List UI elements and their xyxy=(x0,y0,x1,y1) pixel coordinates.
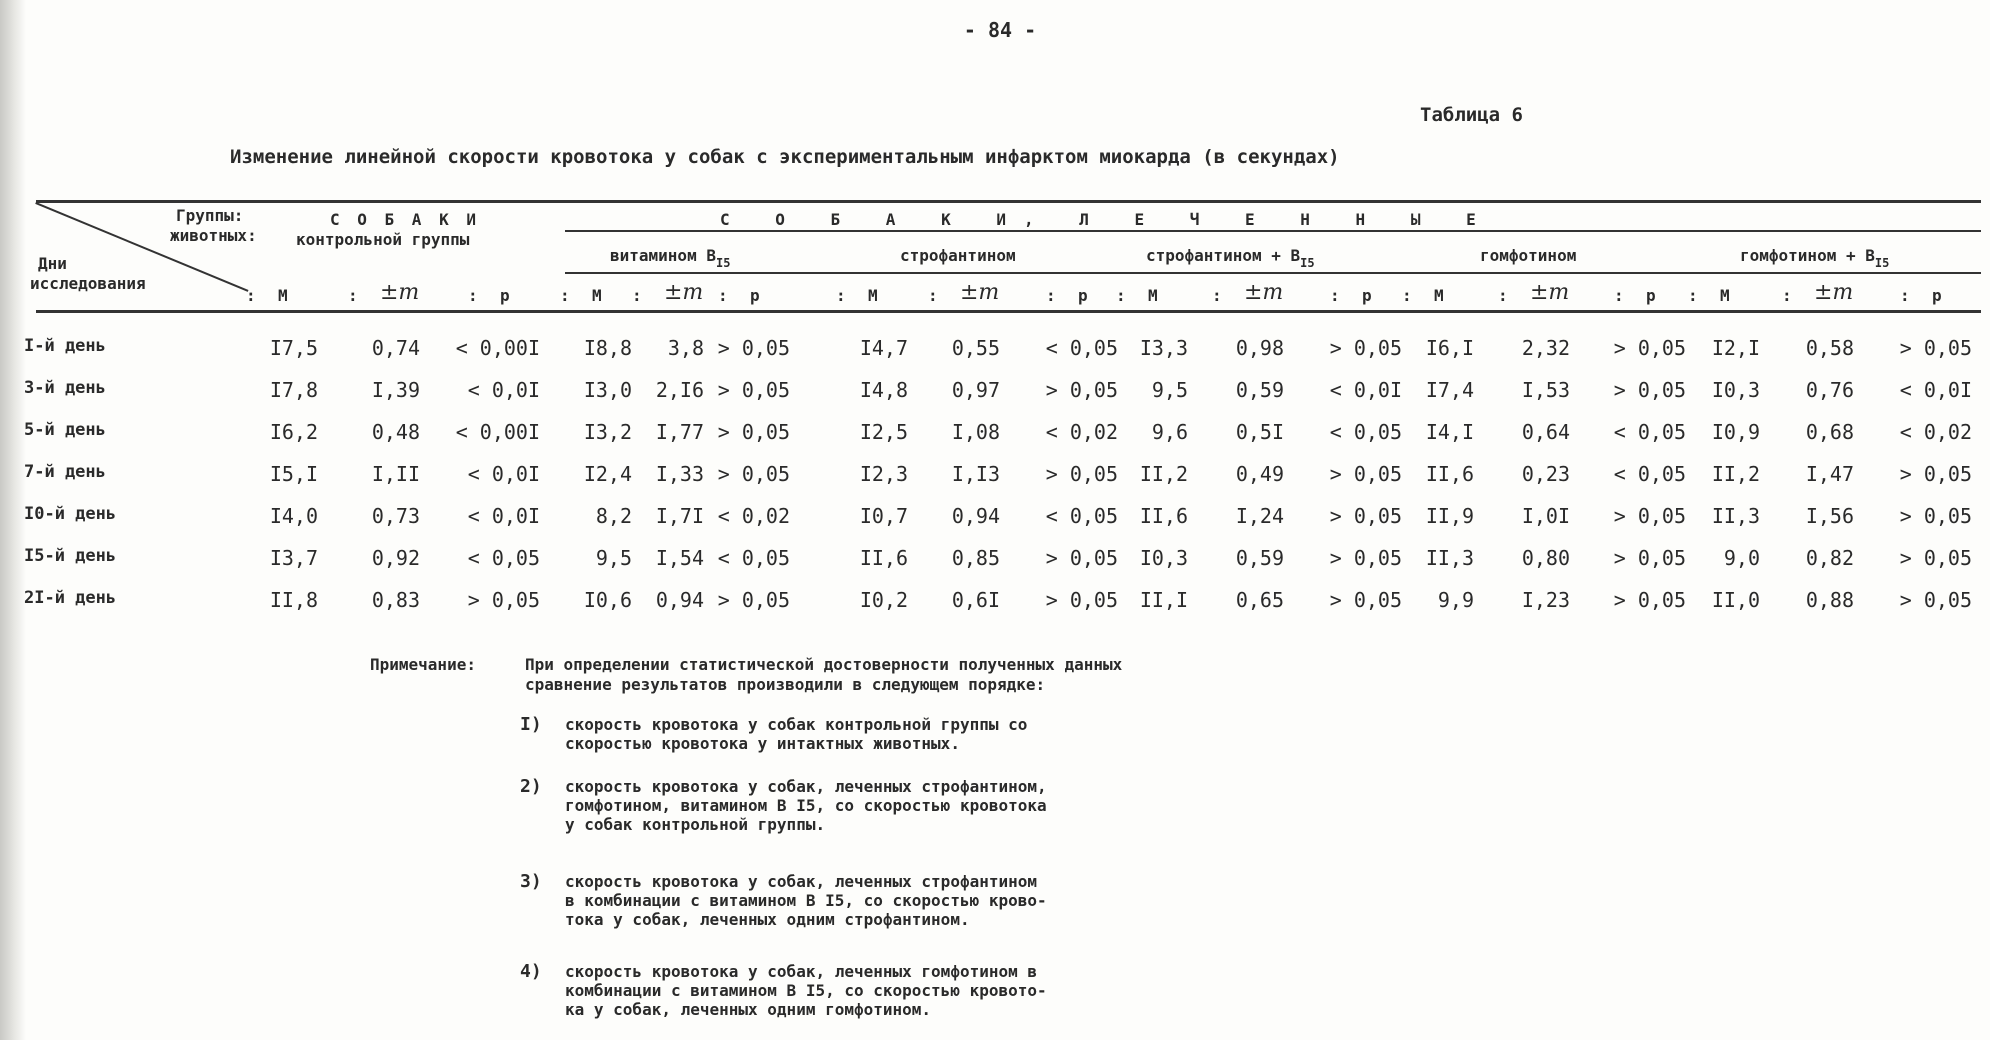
table-cell: 0,98 xyxy=(1235,336,1284,360)
table-cell: > 0,05 xyxy=(1613,336,1686,360)
column-header-pm: ±m xyxy=(664,280,704,305)
table-cell: < 0,05 xyxy=(1329,420,1402,444)
table-cell: II,2 xyxy=(1711,462,1760,486)
header-animals: животных: xyxy=(170,226,257,245)
table-cell: 9,5 xyxy=(1151,378,1188,402)
column-separator: : xyxy=(1900,286,1910,305)
table-cell: I4,I xyxy=(1425,420,1474,444)
table-cell: II,0 xyxy=(1711,588,1760,612)
table-cell: 0,73 xyxy=(371,504,420,528)
column-header-m: М xyxy=(1148,286,1158,305)
table-cell: II,8 xyxy=(269,588,318,612)
table-row xyxy=(0,414,1990,454)
table-cell: < 0,05 xyxy=(1613,462,1686,486)
note-item-text: скорость кровотока у собак контрольной группы со скоростью кровотока у интактных животных. xyxy=(565,715,1028,753)
note-text: При определении статистической достоверности полученных данных сравнение результатов производили в следующем порядке: xyxy=(525,655,1123,694)
table-cell: II,3 xyxy=(1711,504,1760,528)
table-cell: I0,2 xyxy=(859,588,908,612)
table-cell: I,II xyxy=(371,462,420,486)
header-treated-top: С О Б А К И, Л Е Ч Е Н Н Ы Е xyxy=(720,210,1494,229)
table-cell: < 0,0I xyxy=(467,462,540,486)
note-item-number: 3) xyxy=(520,871,542,892)
table-cell: 0,23 xyxy=(1521,462,1570,486)
table-cell: I,0I xyxy=(1521,504,1570,528)
column-header-p: р xyxy=(1078,286,1088,305)
table-cell: 0,59 xyxy=(1235,546,1284,570)
header-control-bottom: контрольной группы xyxy=(296,230,470,249)
table-cell: 0,94 xyxy=(951,504,1000,528)
column-header-pm: ±m xyxy=(1244,280,1284,305)
table-cell: 0,64 xyxy=(1521,420,1570,444)
table-cell: 3,8 xyxy=(667,336,704,360)
row-day-label: 5-й день xyxy=(24,420,106,440)
table-cell: 9,5 xyxy=(595,546,632,570)
table-cell: > 0,05 xyxy=(1329,588,1402,612)
page-number: - 84 - xyxy=(963,18,1037,42)
table-cell: I,24 xyxy=(1235,504,1284,528)
column-header-p: р xyxy=(1932,286,1942,305)
table-cell: I6,I xyxy=(1425,336,1474,360)
table-cell: I0,7 xyxy=(859,504,908,528)
column-header-m: М xyxy=(278,286,288,305)
table-cell: < 0,02 xyxy=(1899,420,1972,444)
table-cell: 0,88 xyxy=(1805,588,1854,612)
table-cell: < 0,05 xyxy=(1045,336,1118,360)
header-research: исследования xyxy=(30,274,146,293)
table-cell: I0,3 xyxy=(1139,546,1188,570)
table-cell: I3,0 xyxy=(583,378,632,402)
table-cell: I2,3 xyxy=(859,462,908,486)
table-row xyxy=(0,372,1990,412)
header-top-rule xyxy=(36,200,1981,203)
table-cell: I,7I xyxy=(655,504,704,528)
column-separator: : xyxy=(928,286,938,305)
table-cell: 0,6I xyxy=(951,588,1000,612)
table-cell: I2,4 xyxy=(583,462,632,486)
table-cell: < 0,0I xyxy=(467,504,540,528)
header-bottom-rule xyxy=(36,310,1981,313)
table-cell: II,2 xyxy=(1139,462,1188,486)
row-day-label: 3-й день xyxy=(24,378,106,398)
header-days: Дни xyxy=(38,254,67,273)
table-cell: I6,2 xyxy=(269,420,318,444)
column-header-m: М xyxy=(868,286,878,305)
column-separator: : xyxy=(1046,286,1056,305)
table-cell: II,I xyxy=(1139,588,1188,612)
table-cell: I,54 xyxy=(655,546,704,570)
column-separator: : xyxy=(246,286,256,305)
column-header-pm: ±m xyxy=(1530,280,1570,305)
table-cell: 0,68 xyxy=(1805,420,1854,444)
table-cell: < 0,05 xyxy=(467,546,540,570)
header-groups: Группы: xyxy=(176,206,244,225)
row-day-label: I-й день xyxy=(24,336,106,356)
subgroup-rule xyxy=(565,272,1981,274)
table-cell: I3,3 xyxy=(1139,336,1188,360)
table-cell: > 0,05 xyxy=(717,462,790,486)
table-cell: > 0,05 xyxy=(1613,546,1686,570)
column-separator: : xyxy=(1402,286,1412,305)
table-cell: I3,7 xyxy=(269,546,318,570)
table-cell: 0,76 xyxy=(1805,378,1854,402)
table-cell: > 0,05 xyxy=(717,378,790,402)
header-control-top: С О Б А К И xyxy=(330,210,480,229)
table-row xyxy=(0,582,1990,622)
table-cell: I,53 xyxy=(1521,378,1570,402)
table-cell: 0,5I xyxy=(1235,420,1284,444)
column-separator: : xyxy=(348,286,358,305)
table-cell: > 0,05 xyxy=(1045,378,1118,402)
table-cell: < 0,0I xyxy=(1329,378,1402,402)
table-cell: 9,9 xyxy=(1437,588,1474,612)
table-cell: I3,2 xyxy=(583,420,632,444)
table-cell: 2,32 xyxy=(1521,336,1570,360)
subgroup-vitamin: витамином $В_{I5}$ xyxy=(610,246,731,270)
table-row xyxy=(0,540,1990,580)
table-cell: 0,59 xyxy=(1235,378,1284,402)
subgroup-gomfotin: гомфотином xyxy=(1480,246,1577,265)
table-cell: > 0,05 xyxy=(1329,336,1402,360)
column-separator: : xyxy=(632,286,642,305)
table-cell: > 0,05 xyxy=(1899,462,1972,486)
note-item-text: скорость кровотока у собак, леченных строфантином, гомфотином, витамином В I5, со скоростью кровотока у собак контрольной группы. xyxy=(565,777,1047,834)
table-cell: 0,92 xyxy=(371,546,420,570)
subgroup-gomfotin-b15: гомфотином + $В_{I5}$ xyxy=(1740,246,1890,270)
table-cell: > 0,05 xyxy=(1613,588,1686,612)
table-cell: I,23 xyxy=(1521,588,1570,612)
table-cell: 9,6 xyxy=(1151,420,1188,444)
note-item-number: I) xyxy=(520,714,542,735)
table-cell: > 0,05 xyxy=(1899,504,1972,528)
table-cell: 9,0 xyxy=(1723,546,1760,570)
table-cell: 0,97 xyxy=(951,378,1000,402)
table-cell: 0,48 xyxy=(371,420,420,444)
table-cell: > 0,05 xyxy=(1045,546,1118,570)
table-row xyxy=(0,498,1990,538)
table-label: Таблица 6 xyxy=(1420,104,1523,126)
table-cell: > 0,05 xyxy=(1613,504,1686,528)
table-cell: I,56 xyxy=(1805,504,1854,528)
table-cell: I7,8 xyxy=(269,378,318,402)
table-cell: > 0,05 xyxy=(467,588,540,612)
table-cell: I8,8 xyxy=(583,336,632,360)
table-cell: > 0,05 xyxy=(1329,546,1402,570)
table-cell: 0,58 xyxy=(1805,336,1854,360)
note-item-number: 4) xyxy=(520,961,542,982)
table-cell: 0,83 xyxy=(371,588,420,612)
table-cell: > 0,05 xyxy=(717,588,790,612)
note-label: Примечание: xyxy=(370,655,476,674)
table-cell: II,3 xyxy=(1425,546,1474,570)
table-cell: < 0,05 xyxy=(1613,420,1686,444)
table-cell: I2,5 xyxy=(859,420,908,444)
column-header-p: р xyxy=(1646,286,1656,305)
table-cell: I0,6 xyxy=(583,588,632,612)
table-cell: I,33 xyxy=(655,462,704,486)
column-separator: : xyxy=(468,286,478,305)
table-cell: 0,82 xyxy=(1805,546,1854,570)
table-cell: > 0,05 xyxy=(1899,546,1972,570)
table-cell: I,08 xyxy=(951,420,1000,444)
subgroup-strophanthin: строфантином xyxy=(900,246,1016,265)
table-row xyxy=(0,330,1990,370)
table-cell: > 0,05 xyxy=(717,336,790,360)
column-separator: : xyxy=(1688,286,1698,305)
column-header-pm: ±m xyxy=(380,280,420,305)
column-separator: : xyxy=(1116,286,1126,305)
table-cell: > 0,05 xyxy=(1899,336,1972,360)
column-separator: : xyxy=(836,286,846,305)
table-cell: 0,55 xyxy=(951,336,1000,360)
column-header-m: М xyxy=(592,286,602,305)
column-header-m: М xyxy=(1434,286,1444,305)
table-cell: < 0,05 xyxy=(717,546,790,570)
table-cell: < 0,00I xyxy=(455,420,540,444)
table-cell: 0,94 xyxy=(655,588,704,612)
table-cell: I,77 xyxy=(655,420,704,444)
column-separator: : xyxy=(1498,286,1508,305)
table-cell: I,47 xyxy=(1805,462,1854,486)
table-cell: 0,80 xyxy=(1521,546,1570,570)
table-title: Изменение линейной скорости кровотока у собак с экспериментальным инфарктом миокарда (в секундах) xyxy=(230,146,1340,168)
column-separator: : xyxy=(1614,286,1624,305)
table-cell: I,39 xyxy=(371,378,420,402)
table-cell: 2,I6 xyxy=(655,378,704,402)
table-cell: > 0,05 xyxy=(1045,588,1118,612)
table-cell: I5,I xyxy=(269,462,318,486)
column-header-p: р xyxy=(500,286,510,305)
table-cell: II,9 xyxy=(1425,504,1474,528)
table-cell: > 0,05 xyxy=(1899,588,1972,612)
table-cell: 0,65 xyxy=(1235,588,1284,612)
column-header-p: р xyxy=(750,286,760,305)
table-cell: < 0,0I xyxy=(1899,378,1972,402)
column-header-pm: ±m xyxy=(1814,280,1854,305)
column-separator: : xyxy=(718,286,728,305)
table-cell: > 0,05 xyxy=(717,420,790,444)
column-header-m: М xyxy=(1720,286,1730,305)
column-separator: : xyxy=(1212,286,1222,305)
table-row xyxy=(0,456,1990,496)
column-separator: : xyxy=(1782,286,1792,305)
table-cell: I0,3 xyxy=(1711,378,1760,402)
table-cell: 0,85 xyxy=(951,546,1000,570)
table-cell: I7,5 xyxy=(269,336,318,360)
table-cell: > 0,05 xyxy=(1613,378,1686,402)
row-day-label: 7-й день xyxy=(24,462,106,482)
note-item-number: 2) xyxy=(520,776,542,797)
table-cell: < 0,00I xyxy=(455,336,540,360)
column-header-p: р xyxy=(1362,286,1372,305)
table-cell: II,6 xyxy=(1139,504,1188,528)
table-cell: 0,74 xyxy=(371,336,420,360)
column-separator: : xyxy=(1330,286,1340,305)
subgroup-strophanthin-b15: строфантином + $В_{I5}$ xyxy=(1146,246,1315,270)
table-cell: > 0,05 xyxy=(1045,462,1118,486)
table-cell: I7,4 xyxy=(1425,378,1474,402)
table-cell: I,I3 xyxy=(951,462,1000,486)
note-item-text: скорость кровотока у собак, леченных строфантином в комбинации с витамином В I5, со скоростью крово- тока у собак, леченных одним строфантином. xyxy=(565,872,1047,929)
table-cell: II,6 xyxy=(859,546,908,570)
table-cell: > 0,05 xyxy=(1329,462,1402,486)
row-day-label: I5-й день xyxy=(24,546,117,566)
row-day-label: I0-й день xyxy=(24,504,117,524)
table-cell: I0,9 xyxy=(1711,420,1760,444)
treated-group-rule xyxy=(565,230,1981,232)
table-cell: < 0,05 xyxy=(1045,504,1118,528)
column-header-pm: ±m xyxy=(960,280,1000,305)
column-separator: : xyxy=(560,286,570,305)
table-cell: I4,8 xyxy=(859,378,908,402)
table-cell: II,6 xyxy=(1425,462,1474,486)
table-cell: I4,7 xyxy=(859,336,908,360)
table-cell: I2,I xyxy=(1711,336,1760,360)
table-cell: < 0,02 xyxy=(1045,420,1118,444)
table-cell: 0,49 xyxy=(1235,462,1284,486)
table-cell: 8,2 xyxy=(595,504,632,528)
table-cell: < 0,02 xyxy=(717,504,790,528)
row-day-label: 2I-й день xyxy=(24,588,117,608)
note-item-text: скорость кровотока у собак, леченных гомфотином в комбинации с витамином В I5, со скоростью кровото- ка у собак, леченных одним гомфотином. xyxy=(565,962,1047,1019)
table-cell: > 0,05 xyxy=(1329,504,1402,528)
table-cell: < 0,0I xyxy=(467,378,540,402)
table-cell: I4,0 xyxy=(269,504,318,528)
